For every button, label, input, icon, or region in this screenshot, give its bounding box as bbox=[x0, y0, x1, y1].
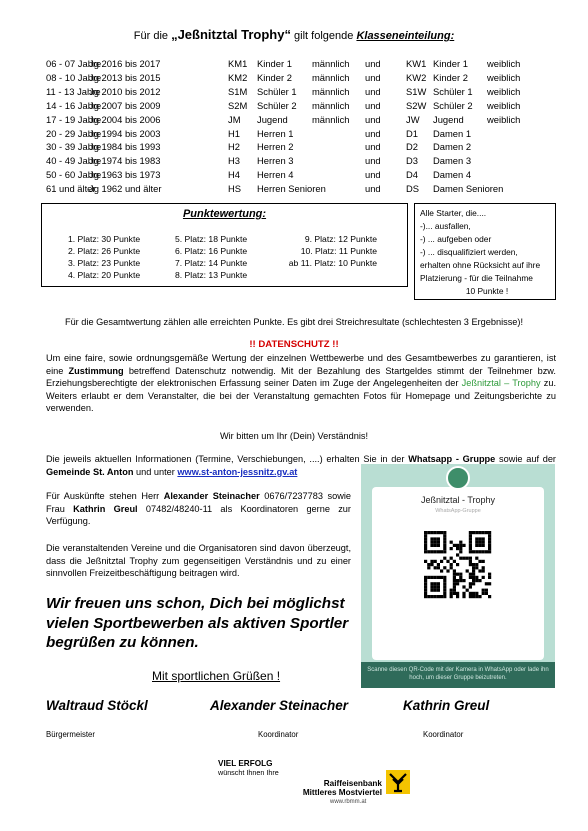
class-fcode: D4 bbox=[406, 169, 418, 181]
starters-line: erhalten ohne Rücksicht auf ihre bbox=[420, 260, 541, 270]
class-jg: Jg 2016 bis 2017 bbox=[89, 58, 161, 69]
class-und: und bbox=[365, 99, 381, 111]
role-mayor: Bürgermeister bbox=[46, 730, 95, 739]
closing-text: Wir freuen uns schon, Dich bei möglichst vielen Sportbewerben als aktiven Sportler begrüßen zu können. bbox=[46, 595, 349, 651]
privacy-text bbox=[46, 352, 556, 415]
class-fgender: weiblich bbox=[487, 99, 521, 111]
class-fcode: S2W bbox=[406, 99, 427, 111]
points-entry: 9. Platz: 12 Punkte bbox=[304, 234, 377, 244]
header-middle: gilt folgende bbox=[294, 30, 354, 42]
overall-rule: Für die Gesamtwertung zählen alle erreichten Punkte. Es gibt drei Streichresultate (schlechtesten 3 Ergebnisse)! bbox=[64, 317, 524, 327]
class-fname: Schüler 2 bbox=[433, 99, 473, 111]
bank-url: www.rbmm.at bbox=[330, 799, 367, 805]
contact-steinacher: Alexander Steinacher bbox=[163, 491, 260, 501]
class-und: und bbox=[365, 127, 381, 139]
class-mgender: männlich bbox=[312, 113, 350, 125]
website-link[interactable]: www.st-anton-jessnitz.gv.at bbox=[177, 466, 298, 477]
class-fname: Damen 1 bbox=[433, 127, 472, 139]
points-entry: 2. Platz: 26 Punkte bbox=[68, 246, 141, 256]
class-fcode: D1 bbox=[406, 127, 418, 139]
class-fgender: weiblich bbox=[487, 113, 521, 125]
class-row bbox=[0, 57, 588, 70]
whatsapp-group: Whatsapp - Gruppe bbox=[408, 454, 496, 464]
class-mgender: männlich bbox=[312, 85, 350, 97]
contact-e: 07482/48240-11 als Koordinatoren gerne zur Verfügung. bbox=[46, 503, 351, 527]
class-row bbox=[0, 113, 588, 126]
info-c: sowie auf der bbox=[495, 454, 556, 464]
class-und: und bbox=[365, 141, 381, 153]
classification-title: Klasseneinteilung: bbox=[356, 30, 455, 42]
class-row bbox=[0, 85, 588, 98]
privacy-title: !! DATENSCHUTZ !! bbox=[249, 339, 339, 350]
privacy-consent: Zustimmung bbox=[68, 365, 124, 376]
qr-panel bbox=[372, 487, 544, 660]
bank-name-2: Mittleres Mostviertel bbox=[302, 788, 382, 797]
points-entry: 1. Platz: 30 Punkte bbox=[68, 234, 141, 244]
class-row bbox=[0, 99, 588, 112]
class-fname: Jugend bbox=[433, 113, 464, 125]
points-box bbox=[41, 203, 408, 287]
class-mcode: JM bbox=[228, 113, 241, 125]
header-prefix: Für die bbox=[133, 30, 169, 42]
class-age: 08 - 10 Jahre bbox=[46, 71, 102, 83]
role-coordinator-1: Koordinator bbox=[258, 730, 299, 739]
starters-line: -) ... disqualifiziert werden, bbox=[420, 247, 518, 257]
class-fcode: KW2 bbox=[406, 71, 427, 83]
class-fgender: weiblich bbox=[487, 85, 521, 97]
class-age: 40 - 49 Jahre bbox=[46, 155, 102, 167]
starters-text bbox=[420, 207, 554, 298]
bank-name-1: Raiffeisenbank bbox=[323, 779, 382, 788]
points-entry: 6. Platz: 16 Punkte bbox=[175, 246, 248, 256]
class-age: 11 - 13 Jahre bbox=[46, 85, 101, 97]
qr-code bbox=[424, 531, 492, 603]
class-mcode: HS bbox=[228, 183, 242, 195]
class-mname: Herren 4 bbox=[257, 169, 294, 181]
class-jg: Jg 2013 bis 2015 bbox=[89, 71, 161, 83]
class-fname: Kinder 1 bbox=[433, 58, 468, 69]
class-fcode: D3 bbox=[406, 155, 418, 167]
sponsor-line1: VIEL ERFOLG bbox=[218, 759, 273, 768]
gemeinde: Gemeinde St. Anton bbox=[46, 466, 134, 477]
class-age: 14 - 16 Jahre bbox=[46, 99, 102, 111]
points-entry: ab 11. Platz: 10 Punkte bbox=[288, 258, 377, 268]
points-entry: 10. Platz: 11 Punkte bbox=[300, 246, 377, 256]
class-mname: Schüler 1 bbox=[257, 85, 297, 97]
class-fname: Damen Senioren bbox=[433, 183, 504, 195]
bank-name bbox=[262, 779, 382, 797]
class-mgender: männlich bbox=[312, 71, 350, 83]
signature-stoeckl: Waltraud Stöckl bbox=[46, 698, 148, 713]
class-jg: Jg 2010 bis 2012 bbox=[89, 85, 161, 97]
class-mname: Schüler 2 bbox=[257, 99, 297, 111]
class-age: 17 - 19 Jahre bbox=[46, 113, 102, 125]
class-jg: Jg 1974 bis 1983 bbox=[89, 155, 161, 167]
whatsapp-qr-card[interactable] bbox=[361, 464, 555, 688]
points-entry: 7. Platz: 14 Punkte bbox=[175, 258, 248, 268]
class-fcode: DS bbox=[406, 183, 420, 195]
info-e: und unter bbox=[133, 466, 178, 477]
class-fgender: weiblich bbox=[487, 58, 521, 69]
class-age: 20 - 29 Jahre bbox=[46, 127, 102, 139]
class-mcode: S2M bbox=[228, 99, 248, 111]
class-und: und bbox=[365, 155, 381, 167]
class-und: und bbox=[365, 169, 381, 181]
class-mname: Herren 2 bbox=[257, 141, 294, 153]
class-age: 30 - 39 Jahre bbox=[46, 141, 102, 153]
class-age: 50 - 60 Jahre bbox=[46, 169, 102, 181]
contact-c: 0676/7237783 sowie Frau bbox=[46, 491, 352, 514]
class-mname: Herren 3 bbox=[257, 155, 294, 167]
class-fcode: KW1 bbox=[406, 58, 427, 69]
class-und: und bbox=[365, 113, 381, 125]
points-entry: 5. Platz: 18 Punkte bbox=[175, 234, 248, 244]
class-fname: Schüler 1 bbox=[433, 85, 473, 97]
contact-text bbox=[46, 490, 351, 528]
class-mname: Jugend bbox=[257, 113, 288, 125]
qr-group-sub: WhatsApp-Gruppe bbox=[435, 508, 481, 514]
class-mcode: H4 bbox=[228, 169, 240, 181]
qr-footer: Scanne diesen QR-Code mit der Kamera in WhatsApp oder lade ihn hoch, um dieser Gruppe beizutreten. bbox=[361, 662, 555, 688]
class-age: 61 und älter bbox=[46, 183, 96, 195]
class-row bbox=[0, 140, 588, 153]
signature-steinacher: Alexander Steinacher bbox=[210, 698, 349, 713]
class-jg: Jg 1984 bis 1993 bbox=[89, 141, 161, 153]
class-mcode: H2 bbox=[228, 141, 240, 153]
starters-line: 10 Punkte ! bbox=[465, 286, 509, 296]
class-und: und bbox=[365, 58, 381, 69]
class-mname: Kinder 2 bbox=[257, 71, 292, 83]
class-fcode: D2 bbox=[406, 141, 418, 153]
privacy-ask: Wir bitten um Ihr (Dein) Verständnis! bbox=[219, 431, 369, 441]
starters-line: -) ... aufgeben oder bbox=[420, 234, 492, 244]
privacy-text-c: betreffend Datenschutz notwendig. Mit der Bezahlung des Startgeldes stimmt der Teilnehmer bzw. Erziehungsberechtigte der elektronischen Erfassung seiner Daten im Zuge der Angelegenheiten der bbox=[46, 365, 556, 389]
class-row bbox=[0, 127, 588, 140]
contact-greul: Kathrin Greul bbox=[73, 503, 138, 514]
points-entry: 8. Platz: 13 Punkte bbox=[175, 270, 248, 280]
class-mcode: H3 bbox=[228, 155, 240, 167]
signature-greul: Kathrin Greul bbox=[403, 698, 490, 713]
class-age: 06 - 07 Jahre bbox=[46, 58, 102, 69]
class-fgender: weiblich bbox=[487, 71, 521, 83]
starters-line: Platzierung - für die Teilnahme bbox=[420, 273, 533, 283]
class-jg: Jg 2004 bis 2006 bbox=[89, 113, 161, 125]
class-und: und bbox=[365, 85, 381, 97]
class-row bbox=[0, 182, 588, 195]
class-jg: Jg 2007 bis 2009 bbox=[89, 99, 161, 111]
info-a: Die jeweils aktuellen Informationen (Termine, Verschiebungen, ....) erhalten Sie in der bbox=[46, 454, 409, 464]
points-title: Punktewertung: bbox=[182, 208, 267, 220]
class-mcode: KM1 bbox=[228, 58, 248, 69]
role-coordinator-2: Koordinator bbox=[423, 730, 464, 739]
class-und: und bbox=[365, 183, 381, 195]
class-row bbox=[0, 154, 588, 167]
class-fcode: JW bbox=[406, 113, 420, 125]
starters-line: Alle Starter, die.... bbox=[420, 208, 487, 218]
starters-box bbox=[414, 203, 556, 300]
points-entry: 4. Platz: 20 Punkte bbox=[68, 270, 141, 280]
class-mname: Herren 1 bbox=[257, 127, 294, 139]
class-row bbox=[0, 71, 588, 84]
points-entry: 3. Platz: 23 Punkte bbox=[68, 258, 141, 268]
class-row bbox=[0, 168, 588, 181]
class-fname: Damen 2 bbox=[433, 141, 472, 153]
class-fcode: S1W bbox=[406, 85, 427, 97]
class-mcode: H1 bbox=[228, 127, 240, 139]
privacy-trophy: Jeßnitztal – Trophy bbox=[461, 378, 541, 389]
sponsor-line2: wünscht Ihnen Ihre bbox=[218, 768, 279, 777]
class-und: und bbox=[365, 71, 381, 83]
class-mcode: KM2 bbox=[228, 71, 248, 83]
trophy-name: „Jeßnitztal Trophy“ bbox=[171, 27, 291, 42]
starters-line: -)... ausfallen, bbox=[420, 221, 471, 231]
class-mcode: S1M bbox=[228, 85, 248, 97]
group-avatar-icon bbox=[446, 466, 470, 490]
greeting: Mit sportlichen Grüßen ! bbox=[152, 669, 281, 683]
privacy-text-e: zu. Weiters erlaubt er dem Veranstalter, die bei der Veranstaltung gemachten Fotos für Homepage und Zeitungsberichte zu verwenden. bbox=[46, 378, 556, 414]
class-mgender: männlich bbox=[312, 58, 350, 69]
privacy-text-a: Um eine faire, sowie ordnungsgemäße Wertung der einzelnen Wettbewerbe und des Gesamtbewerbes zu garantieren, ist eine bbox=[46, 353, 556, 376]
class-jg: Jg 1962 und älter bbox=[89, 183, 162, 195]
class-fname: Kinder 2 bbox=[433, 71, 468, 83]
contact-a: Für Auskünfte stehen Herr bbox=[46, 491, 164, 501]
header-line bbox=[0, 27, 588, 42]
raiffeisen-logo-icon bbox=[386, 770, 410, 794]
qr-group-name: Jeßnitztal - Trophy bbox=[420, 495, 496, 505]
class-mname: Kinder 1 bbox=[257, 58, 292, 69]
class-fname: Damen 4 bbox=[433, 169, 472, 181]
class-jg: Jg 1994 bis 2003 bbox=[89, 127, 161, 139]
class-mname: Herren Senioren bbox=[257, 183, 326, 195]
class-jg: Jg 1963 bis 1973 bbox=[89, 169, 161, 181]
class-fname: Damen 3 bbox=[433, 155, 472, 167]
clubs-text: Die veranstaltenden Vereine und die Organisatoren sind davon überzeugt, dass die Jeßnitztal Trophy zum gegenseitigen Verständnis und zu einer sinnvollen Freizeitbeschäftigung beitragen wird. bbox=[46, 543, 351, 579]
class-mgender: männlich bbox=[312, 99, 350, 111]
